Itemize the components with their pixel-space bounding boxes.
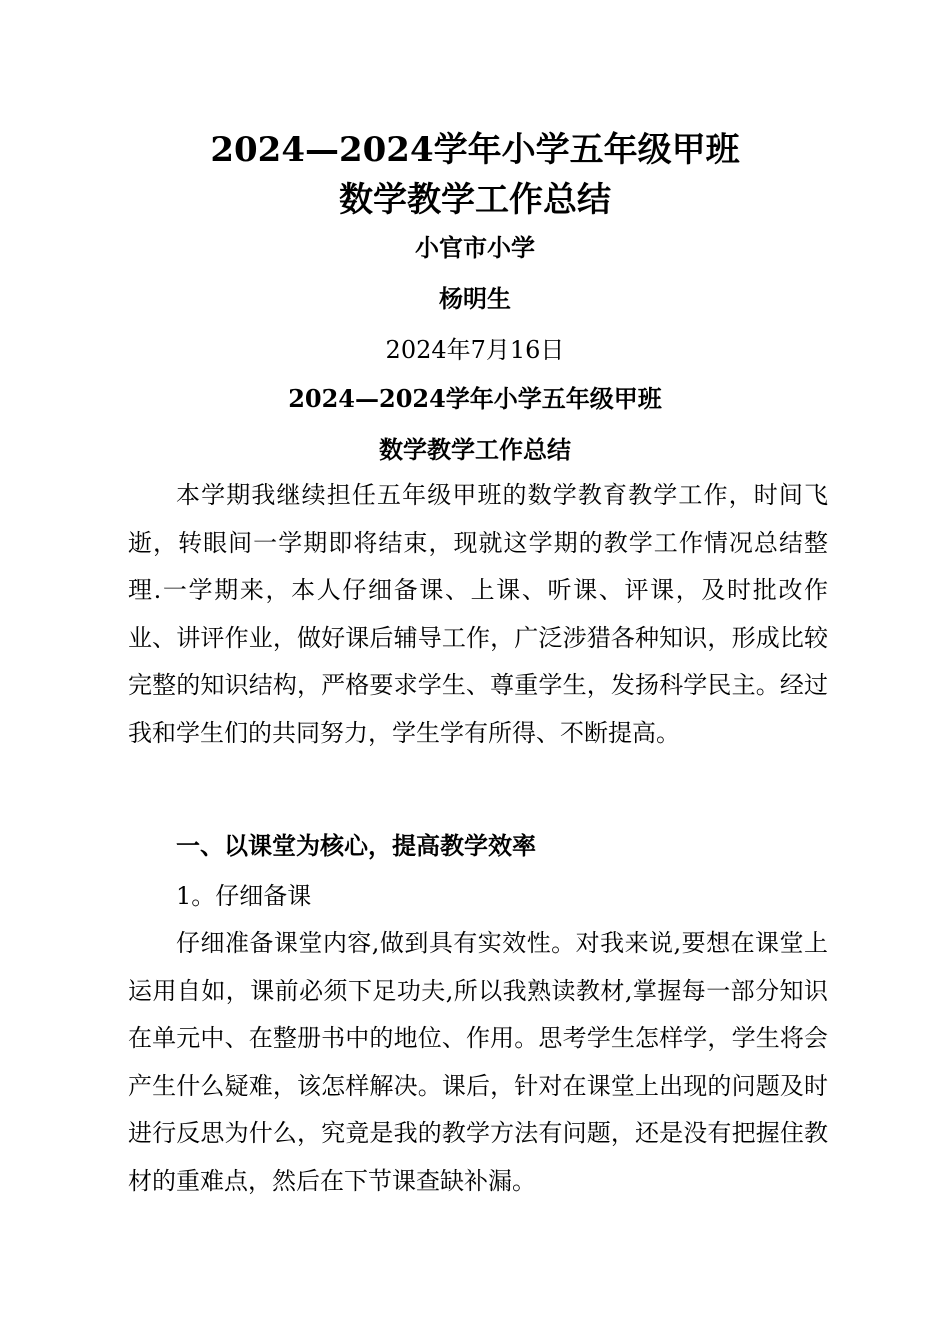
subtitle-line2: 数学教学工作总结 <box>379 435 571 464</box>
author-name: 杨明生 <box>439 284 511 313</box>
document-title-line1: 2024—2024学年小学五年级甲班 <box>210 130 740 170</box>
subtitle-line1: 2024—2024学年小学五年级甲班 <box>288 384 662 413</box>
intro-paragraph: 本学期我继续担任五年级甲班的数学教育教学工作，时间飞逝，转眼间一学期即将结束，现就这学期的教学工作情况总结整理.一学期来，本人仔细备课、上课、听课、评课，及时批改作业、讲评作业，做好课后辅导工作，广泛涉猎各种知识，形成比较完整的知识结构，严格要求学生、尊重学生，发扬科学民主。经过我和学生们的共同努力，学生学有所得、不断提高。 <box>128 481 828 747</box>
document-date: 2024年7月16日 <box>385 336 565 364</box>
section1-paragraph: 仔细准备课堂内容,做到具有实效性。对我来说,要想在课堂上运用自如，课前必须下足功夫,所以我熟读教材,掌握每一部分知识在单元中、在整册书中的地位、作用。思考学生怎样学，学生将会产生什么疑难，该怎样解决。课后，针对在课堂上出现的问题及时进行反思为什么，究竟是我的教学方法有问题，还是没有把握住教材的重难点，然后在下节课查缺补漏。 <box>128 929 828 1195</box>
school-name: 小官市小学 <box>415 233 535 262</box>
section1-item1: 1。仔细备课 <box>176 882 312 910</box>
section1-heading: 一、以课堂为核心，提高教学效率 <box>176 831 536 860</box>
document-title-line2: 数学教学工作总结 <box>339 180 611 220</box>
